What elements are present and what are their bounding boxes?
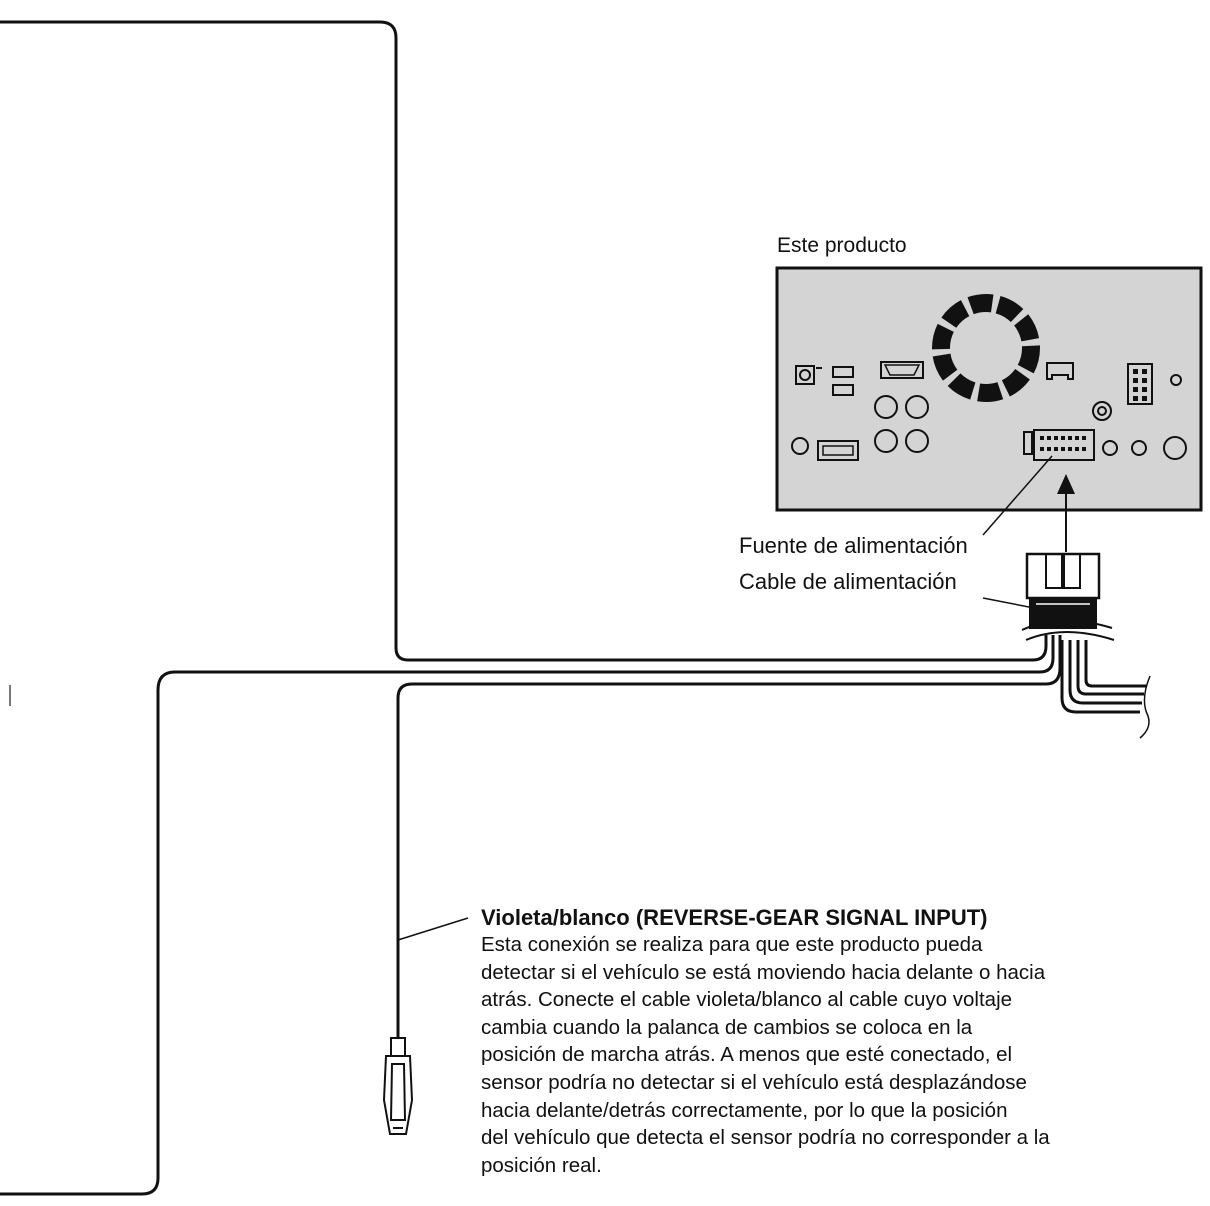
description-line: posición de marcha atrás. A menos que esté conectado, el (481, 1043, 1013, 1067)
description-line: atrás. Conecte el cable violeta/blanco al cable cuyo voltaje (481, 988, 1013, 1012)
power-source-label: Fuente de alimentación (739, 533, 968, 558)
description-line: sensor podría no detectar si el vehículo está desplazándose (481, 1070, 1027, 1094)
violet-white-leader-line (398, 918, 468, 940)
description-line: del vehículo que detecta el sensor podría no corresponder a la (481, 1126, 1050, 1150)
product-label: Este producto (777, 234, 907, 257)
harness-left-wires (1033, 635, 1060, 684)
description-title: Violeta/blanco (REVERSE-GEAR SIGNAL INPUT) (481, 905, 988, 930)
power-plug-icon (1027, 554, 1099, 628)
description-line: posición real. (481, 1153, 602, 1177)
description-line: cambia cuando la palanca de cambios se coloca en la (481, 1015, 973, 1039)
wire-terminal-icon (384, 1038, 412, 1134)
reverse-gear-description (481, 905, 1201, 1179)
power-cable-label: Cable de alimentación (739, 569, 957, 594)
description-line: Esta conexión se realiza para que este producto pueda (481, 933, 983, 956)
description-line: detectar si el vehículo se está moviendo hacia delante o hacia (481, 960, 1046, 984)
power-cable-leader-line (983, 598, 1034, 608)
cable-break-wave-lower (1026, 632, 1114, 640)
description-line: hacia delante/detrás correctamente, por lo que la posición (481, 1098, 1008, 1122)
harness-right-wires (1062, 640, 1147, 712)
